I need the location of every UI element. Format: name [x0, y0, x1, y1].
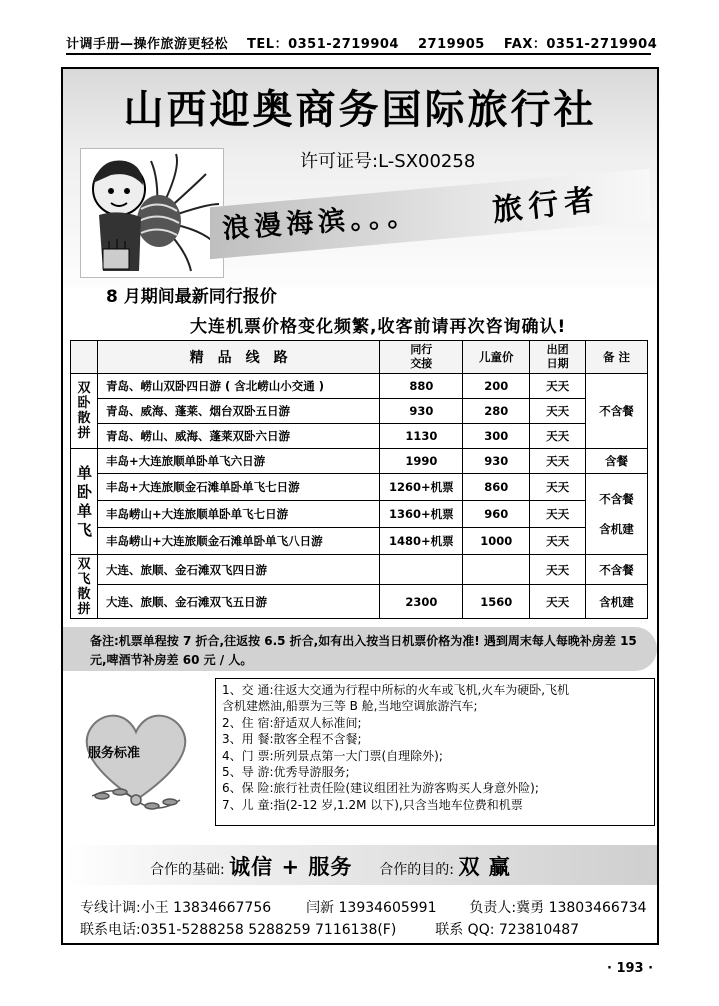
group-double-sleeper: [71, 374, 98, 449]
note-cell: 含机建: [586, 585, 648, 619]
peer-price: 930: [380, 399, 463, 424]
top-tel-2: 2719905: [418, 37, 485, 52]
goal-value: 双 赢: [458, 855, 511, 879]
header-note: 备 注: [586, 341, 648, 374]
list-item: 6、保 险:旅行社责任险(建议组团社为游客购买人身意外险);: [222, 781, 539, 796]
table-row: [71, 474, 648, 501]
contact-yan: 闫新 13934605991: [306, 900, 437, 916]
note-cell: [586, 474, 648, 555]
child-price: 1560: [463, 585, 530, 619]
slogan-romantic-seaside: 浪漫海滨。。。: [221, 200, 421, 245]
child-price: 200: [463, 374, 530, 399]
peer-price: 1990: [380, 449, 463, 474]
route-name: 丰岛+大连旅顺单卧单飞六日游: [97, 449, 379, 474]
route-name: 丰岛+大连旅顺金石滩单卧单飞七日游: [97, 474, 379, 501]
goal-label: 合作的目的:: [379, 862, 455, 878]
company-name: 山西迎奥商务国际旅行社: [123, 86, 597, 133]
child-price: 860: [463, 474, 530, 501]
top-strip: [66, 33, 658, 55]
peer-price: 880: [380, 374, 463, 399]
route-name: 大连、旅顺、金石滩双飞四日游: [97, 555, 379, 585]
child-price: 300: [463, 424, 530, 449]
license-number: 许可证号:L-SX00258: [300, 151, 476, 172]
table-header-row: [71, 341, 648, 374]
departure: 天天: [530, 501, 586, 528]
header-departure: 出团 日期: [530, 341, 586, 374]
child-price: [463, 555, 530, 585]
table-row: [71, 374, 648, 399]
service-standard-label: 服务标准: [88, 746, 141, 761]
departure: 天天: [530, 449, 586, 474]
table-row: [71, 585, 648, 619]
basis-value: 诚信 + 服务: [229, 855, 353, 879]
list-item: 3、用 餐:散客全程不含餐;: [222, 732, 362, 747]
promo-subtitle: 大连机票价格变化频繁,收客前请再次咨询确认!: [190, 317, 567, 337]
contact-planner: 专线计调:小王 13834667756: [80, 900, 272, 916]
peer-price: [380, 555, 463, 585]
list-item: 1、交 通:往返大交通为行程中所标的火车或飞机,火车为硬卧,飞机: [222, 683, 570, 697]
table-row: [71, 555, 648, 585]
note-line: 含机建: [599, 522, 634, 536]
header-peer-price: 同行 交接: [380, 341, 463, 374]
departure: 天天: [530, 555, 586, 585]
group-label: 双飞散拼: [77, 556, 91, 617]
child-price: 1000: [463, 528, 530, 555]
group-label: 单卧单飞: [76, 463, 92, 539]
handbook-slogan: 计调手册—操作旅游更轻松: [66, 37, 229, 52]
group-label: 双卧散拼: [77, 381, 91, 441]
promo-title: 8 月期间最新同行报价: [106, 287, 277, 307]
route-name: 大连、旅顺、金石滩双飞五日游: [97, 585, 379, 619]
departure: 天天: [530, 424, 586, 449]
header-group-cell: [71, 341, 98, 374]
peer-price: 1130: [380, 424, 463, 449]
contact-line-2: [80, 919, 579, 939]
table-row: [71, 399, 648, 424]
cartoon-boy-illustration: [80, 148, 224, 278]
list-item: 7、儿 童:指(2-12 岁,1.2M 以下),只含当地车位费和机票: [222, 797, 523, 812]
basis-label: 合作的基础:: [150, 862, 225, 878]
contact-manager: 负责人:冀勇 13803466734: [469, 900, 647, 916]
route-price-table: [70, 340, 648, 619]
child-price: 960: [463, 501, 530, 528]
route-name: 丰岛崂山+大连旅顺单卧单飞七日游: [97, 501, 379, 528]
table-row: [71, 449, 648, 474]
departure: 天天: [530, 374, 586, 399]
note-cell: 含餐: [586, 449, 648, 474]
list-item: 2、住 宿:舒适双人标准间;: [222, 715, 362, 730]
departure: 天天: [530, 585, 586, 619]
header-child-price: 儿童价: [463, 341, 530, 374]
departure: 天天: [530, 399, 586, 424]
note-cell: 不含餐: [586, 555, 648, 585]
departure: 天天: [530, 528, 586, 555]
remark-text: 备注:机票单程按 7 折合,往返按 6.5 折合,如有出入按当日机票价格为准! 遇到周末每人每晚补房差 15 元,啤酒节补房差 60 元 / 人。: [90, 634, 637, 667]
top-tel: TEL：0351-2719904: [247, 37, 399, 52]
list-item: 4、门 票:所列景点第一大门票(自理除外);: [222, 748, 443, 763]
service-list: [222, 682, 650, 813]
route-name: 青岛、崂山双卧四日游 ( 含北崂山小交通 ): [97, 374, 379, 399]
route-name: 青岛、崂山、威海、蓬莱双卧六日游: [97, 424, 379, 449]
contact-qq: 联系 QQ: 723810487: [435, 922, 580, 938]
top-fax: FAX：0351-2719904: [503, 37, 658, 52]
table-row: [71, 424, 648, 449]
boy-with-shell-icon: [81, 149, 223, 277]
contact-phone: 联系电话:0351-5288258 5288259 7116138(F): [80, 922, 397, 938]
peer-price: 2300: [380, 585, 463, 619]
route-name: 青岛、威海、蓬莱、烟台双卧五日游: [97, 399, 379, 424]
peer-price: 1260+机票: [380, 474, 463, 501]
list-item: 含机建燃油,船票为三等 B 舱,当地空调旅游汽车;: [222, 699, 478, 714]
page-number: · 193 ·: [607, 961, 654, 976]
table-row: [71, 501, 648, 528]
note-line: 不含餐: [599, 492, 634, 506]
slogan-traveler: 旅行者: [490, 182, 602, 229]
header-route: 精 品 线 路: [97, 341, 379, 374]
departure: 天天: [530, 474, 586, 501]
child-price: 280: [463, 399, 530, 424]
table-row: [71, 528, 648, 555]
group-sleeper-flight: [71, 449, 98, 555]
route-name: 丰岛崂山+大连旅顺金石滩单卧单飞八日游: [97, 528, 379, 555]
note-cell: 不含餐: [586, 374, 648, 449]
contact-line-1: [80, 897, 647, 917]
child-price: 930: [463, 449, 530, 474]
list-item: 5、导 游:优秀导游服务;: [222, 765, 350, 780]
peer-price: 1360+机票: [380, 501, 463, 528]
cooperation-text: [150, 851, 511, 881]
peer-price: 1480+机票: [380, 528, 463, 555]
group-double-flight: [71, 555, 98, 619]
